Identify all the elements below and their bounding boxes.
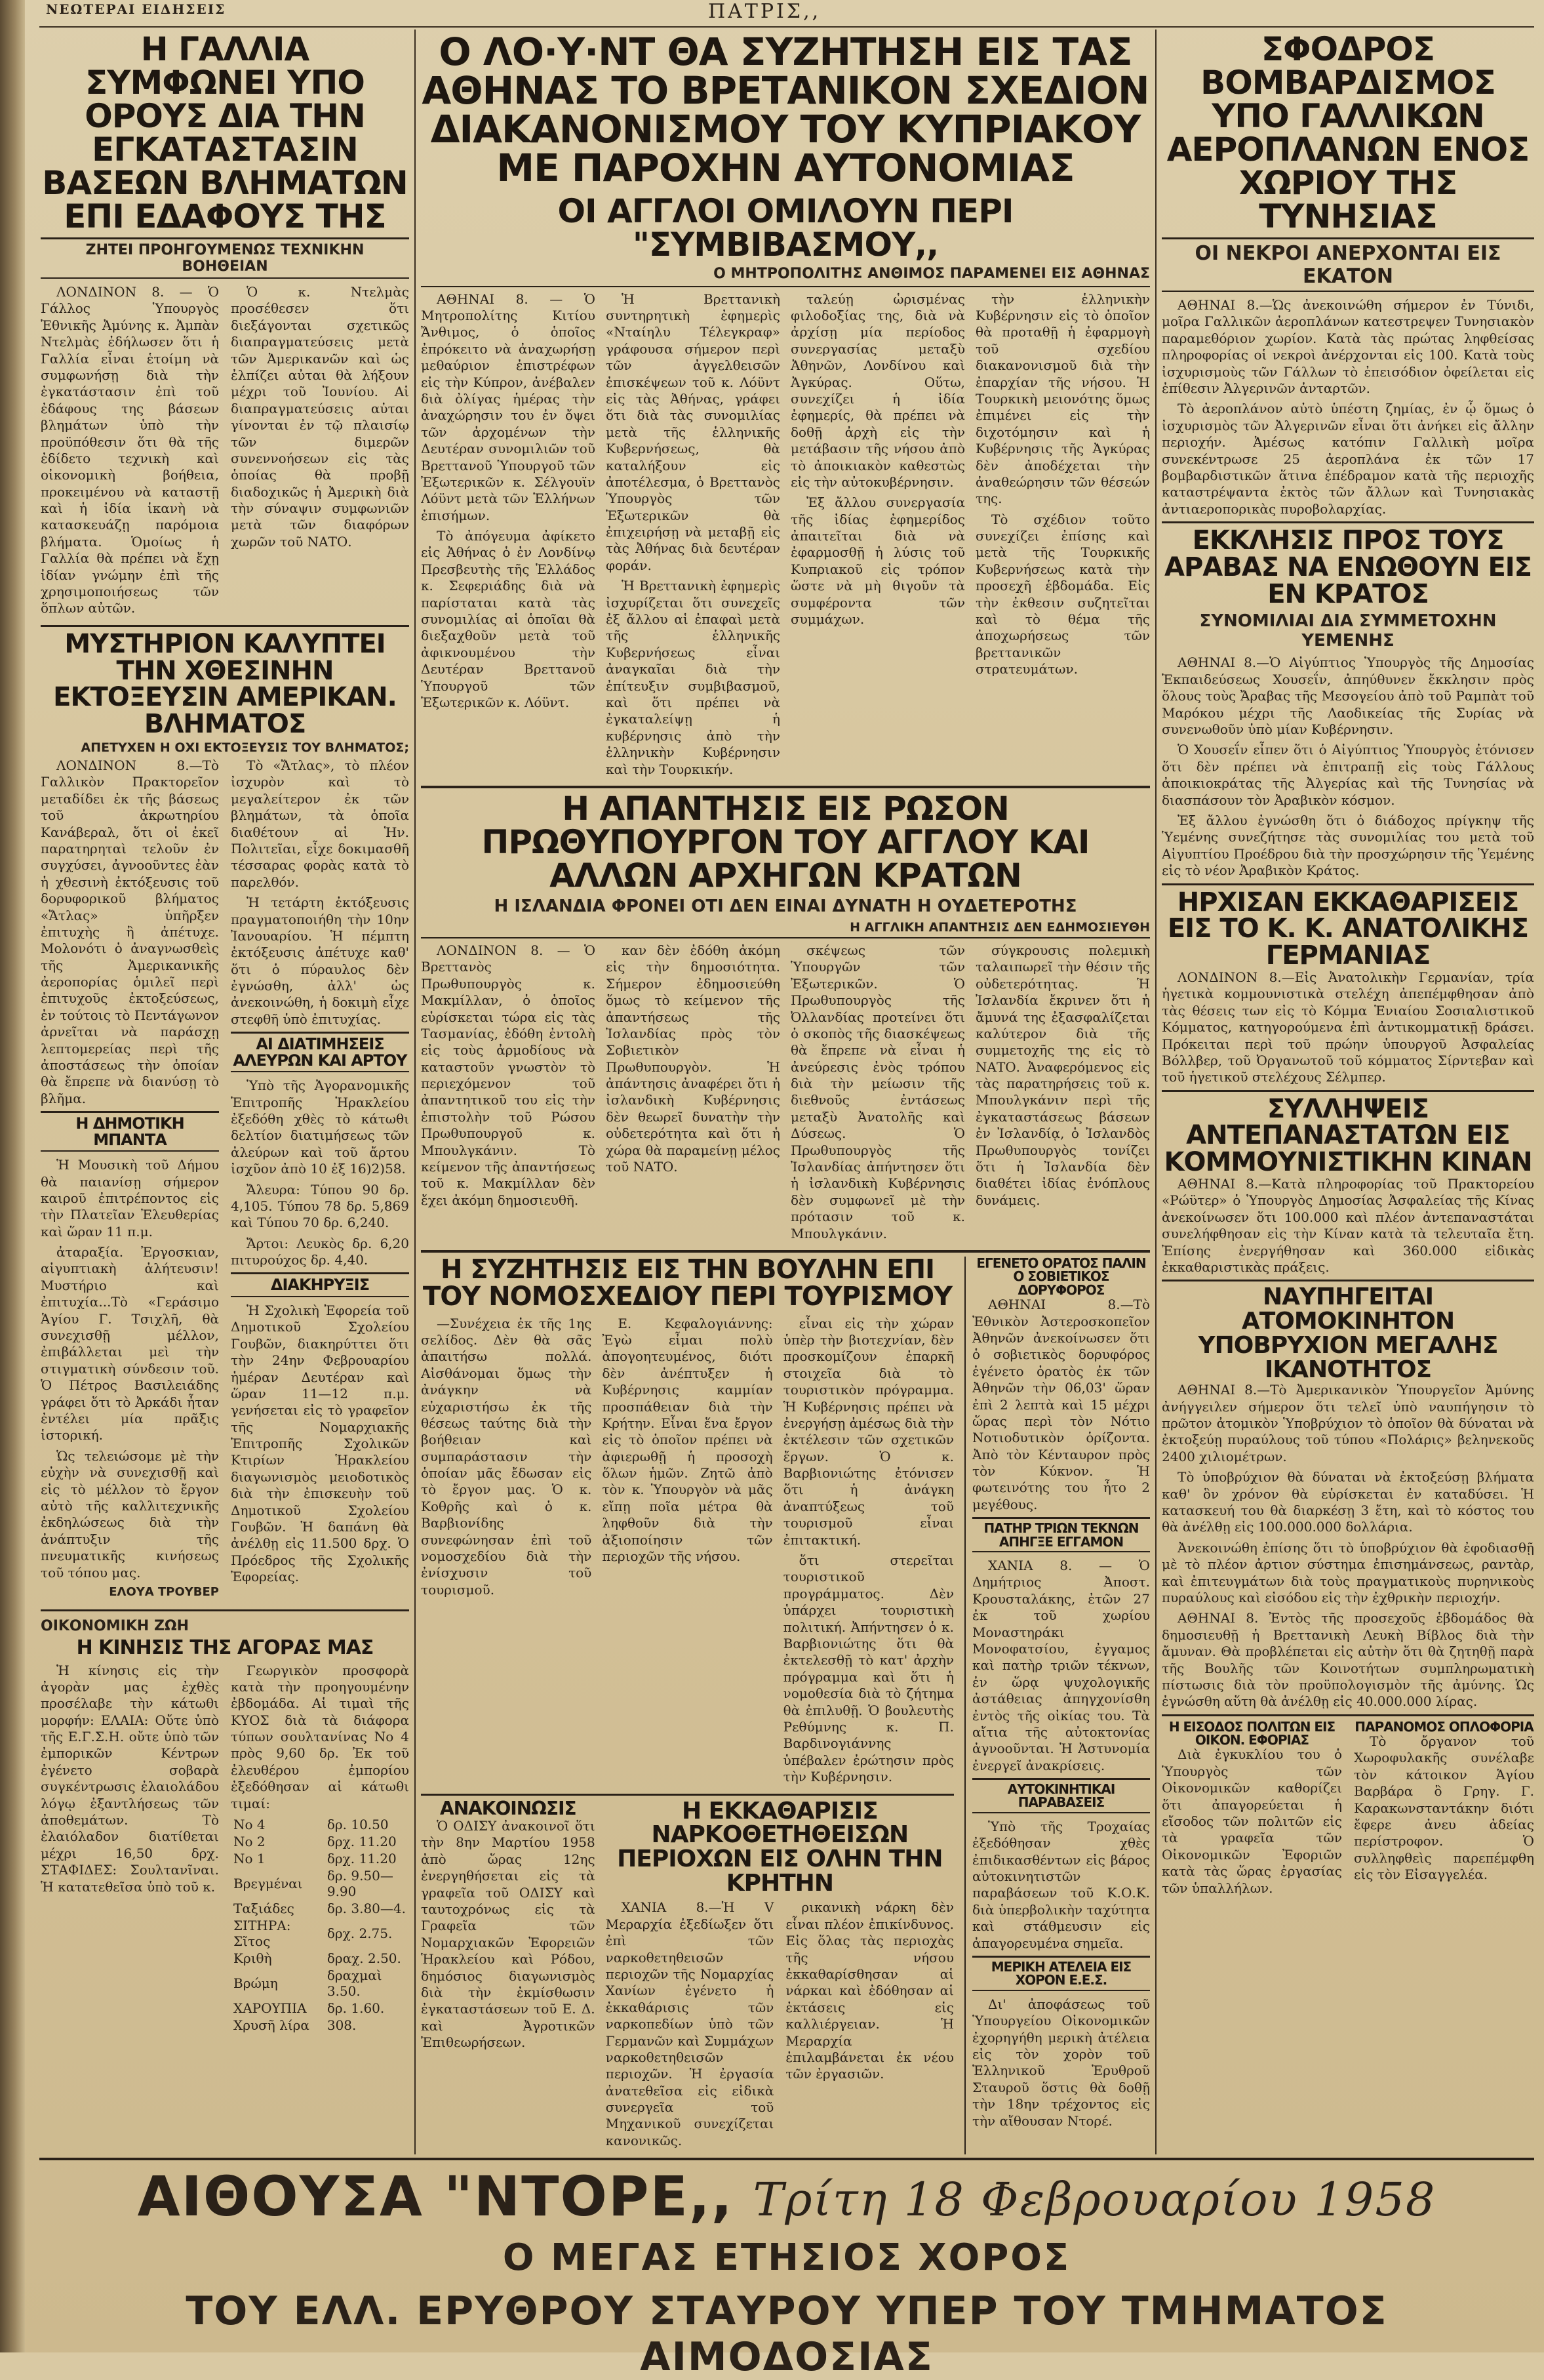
article-text: ρικανικὴ νάρκη δὲν εἶναι πλέον ἐπικίνδυνος. Εἰς ὅλας τὰς περιοχὰς τῆς νήσου ἐκκαθαρίσθησαν αἱ νάρκαι καὶ ἐδόθησαν αἱ ἐκτάσεις εἰς καλλιέργειαν. Ἡ Μεραρχία ἐπιλαμβάνεται ἐκ νέου τῶν ἐργασιῶν. [785,1899,955,2082]
article-text: Ἀνεκοινώθη ἐπίσης ὅτι τὸ ὑποβρύχιον θὰ ἐφοδιασθῇ μὲ τὸ πλέον ἀρτιον σύστημα ἐπισημάνσεως, ραντὰρ, καὶ ἐπιτευγμάτων διὰ τοὺς πραγματικοὺς πυρηνικοὺς πυραύλους καὶ εἰσόδου εἰς τὴν ἐχθρικὴν περιοχήν. [1162,1539,1534,1605]
article-text: Διὰ ἐγκυκλίου του ὁ Ὑπουργὸς τῶν Οἰκονομικῶν καθορίζει ὅτι ἀπαγορεύεται ἡ εἴσοδος τῶν πολιτῶν εἰς τὰ γραφεῖα τῶν Οἰκονομικῶν Ἐφοριῶν κατὰ τὰς ὥρας ἐργασίας τῶν ὑπαλλήλων. [1162,1746,1342,1896]
article-text: Ἡ Βρεττανικὴ ἐφημερὶς ἰσχυρίζεται ὅτι συνεχεῖς ἐξ ἄλλου αἱ ἐπαφαὶ μετὰ τῆς ἑλληνικῆς Κυβερνήσεως εἶναι ἀναγκαῖαι διὰ τὴν ἐπίτευξιν συμβιβασμοῦ, καὶ ὅτι πρέπει νὰ ἐγκαταλείψῃ ἡ κυβέρνησις ἀπὸ τὴν ἑλληνικὴν Κυβέρνησιν καὶ τὴν Τουρκικήν. [606,578,780,777]
headline-arab-union: ΕΚΚΛΗΣΙΣ ΠΡΟΣ ΤΟΥΣ ΑΡΑΒΑΣ ΝΑ ΕΝΩΘΟΥΝ ΕΙΣ ΕΝ ΚΡΑΤΟΣ [1164,525,1532,609]
article-text: Ἄλευρα: Τύπου 90 δρ. 4,105. Τύπου 78 δρ. 5,869 καὶ Τύπου 70 δρ. 6,240. [231,1181,409,1231]
subheadline: Η ΑΓΓΛΙΚΗ ΑΠΑΝΤΗΣΙΣ ΔΕΝ ΕΔΗΜΟΣΙΕΥΘΗ [850,919,1150,935]
headline-illegal-weapon: ΠΑΡΑΝΟΜΟΣ ΟΠΛΟΦΟΡΙΑ [1355,1718,1534,1735]
article-text: καν δὲν ἐδόθη ἀκόμη εἰς τὴν δημοσιότητα. Σήμερον ἐδημοσιεύθη ὅμως τὸ κείμενον τῆς ἀπαντήσεως τῆς Ἰσλανδίας πρὸς τὸν Σοβιετικὸν Πρωθυπουργὸν. Ἡ ἀπάντησις ἀναφέρει ὅτι ἡ ἰσλανδικὴ Κυβέρνησις δὲν θεωρεῖ δυνατὴν τὴν οὐδετερότητα καὶ ὅτι ἡ χώρα θὰ παραμείνῃ μέλος τοῦ ΝΑΤΟ. [606,942,780,1175]
price-row [231,1850,409,1867]
price-table [231,1816,409,2034]
price-row [231,1867,409,1900]
article-text: ΑΘΗΝΑΙ 8.—Ὁ Αἰγύπτιος Ὑπουργὸς τῆς Δημοσίας Ἐκπαιδεύσεως Χουσεΐν, ἀπηύθυνεν ἔκκλησιν πρὸς ὅλους τοὺς Ἄραβας τῆς Μεσογείου ἀπὸ τοῦ Ραμπὰτ τοῦ Μαρόκου μέχρι τῆς Λαοδικείας τῆς Συρίας νὰ συνενωθοῦν ὑπὸ μίαν Κυβέρνησιν. [1162,655,1534,738]
article-text: Ἐξ ἄλλου ἐγνώσθη ὅτι ὁ διάδοχος πρίγκηψ τῆς Ὑεμένης συνεζήτησε τὰς συνομιλίας του μετὰ τοῦ Αἰγυπτίου Προέδρου διὰ τὴν προσχώρησιν τῆς Ὑεμένης εἰς τὸ νέον Ἀραβικὸν Κράτος. [1162,812,1534,879]
headline-red-cross-tax: ΜΕΡΙΚΗ ΑΤΕΛΕΙΑ ΕΙΣ ΧΟΡΟΝ Ε.Ε.Σ. [972,1956,1150,1991]
masthead-title: ΠΑΤΡΙΣ,, [708,0,821,23]
headline-compromise: ΟΙ ΑΓΓΛΟΙ ΟΜΙΛΟΥΝ ΠΕΡΙ "ΣΥΜΒΙΒΑΣΜΟΥ,, [557,192,1014,264]
article-text: ταλεύῃ ὡρισμένας φιλοδοξίας της, διὰ νὰ ἀρχίσῃ μία περίοδος συνεργασίας μεταξὺ Ἀθηνῶν, Λονδίνου καὶ Ἀγκύρας. Οὕτω, συνεχίζει ἡ ἰδία ἐφημερίς, θὰ πρέπει νὰ δοθῇ ἀρχὴ εἰς τὴν μετάβασιν τῆς νήσου ἀπὸ τὸ ἀποικιακὸν καθεστὼς εἰς τὴν αὐτοκυβέρνησιν. [791,291,965,490]
headline-tax-office: Η ΕΙΣΟΔΟΣ ΠΟΛΙΤΩΝ ΕΙΣ ΟΙΚΟΝ. ΕΦΟΡΙΑΣ [1168,1718,1336,1748]
headline-announcement: ΑΝΑΚΟΙΝΩΣΙΣ [440,1797,576,1819]
price-cell: No 1 [233,1851,266,1867]
article-text: τὴν ἑλληνικὴν Κυβέρνησιν εἰς τὸ ὁποῖον θὰ προταθῇ ἡ ἐφαρμογὴ τοῦ σχεδίου διακανονισμοῦ διὰ τὴν ἐπαρχίαν τῆς νήσου. Ἡ Τουρκικὴ μειονότης ὅμως ἐπιμένει εἰς τὴν διχοτόμησιν καὶ ἡ Κυβέρνησις τῆς Ἀγκύρας δὲν ἀποδέχεται τὴν ἀναθεώρησιν τῶν θέσεών της. [976,291,1150,507]
price-cell: δρ. 3.80—4. [327,1901,406,1917]
price-cell: δραχμαὶ 3.50. [327,1967,382,2000]
ad-event: Ο ΜΕΓΑΣ ΕΤΗΣΙΟΣ ΧΟΡΟΣ [502,2236,1071,2279]
price-cell: δρ. 10.50 [327,1817,389,1833]
price-cell: δρχ. 2.75. [327,1926,393,1942]
article-text: Τὸ σχέδιον τοῦτο συνεχίζει ἐπίσης καὶ μετὰ τῆς Τουρκικῆς Κυβερνήσεως κατὰ τὴν προσεχῆ ἑβδομάδα. Εἰς τὴν ἐκθεσιν συζητεῖται καὶ τὸ θέμα τῆς ἀποχωρήσεως τῶν βρεττανικῶν στρατευμάτων. [976,511,1150,677]
article-text: Ὁ Χουσεΐν εἶπεν ὅτι ὁ Αἰγύπτιος Ὑπουργὸς ἐτόνισεν ὅτι δὲν πρέπει νὰ ἐπιτραπῇ εἰς τοὺς Γάλλους ἀποικιοκράτας τῆς Ἀλγερίας καὶ τῆς Τυνησίας νὰ διασπάσουν τὸν Ἀραβικὸν κόσμον. [1162,742,1534,808]
article-text: ἀταραξία. Ἐργοσκιαν, αἰγυπτιακὴ ἀλήτευσιν! Μυστήριο καὶ ἐπιτυχία...Τὸ «Γεράσιμο Ἁγίου Γ. Τσιχλῆ, θὰ συνεχισθῇ μέλλον, ἐπιβάλλεται μεὶ τὴν στιγματικὴ σύνδεσιν τοῦ. Ὁ Πέτρος Βασιλειάδης γράφει ὅτι τὸ Ἀρκάδι ἦταν ἐντέλει μία πρᾶξις ἱστορική. [41,1244,219,1443]
headline-traffic: ΑΥΤΟΚΙΝΗΤΙΚΑΙ ΠΑΡΑΒΑΣΕΙΣ [972,1778,1150,1813]
price-row [231,2017,409,2034]
price-row [231,1950,409,1967]
subheadline: Ο ΜΗΤΡΟΠΟΛΙΤΗΣ ΑΝΘΙΜΟΣ ΠΑΡΑΜΕΝΕΙ ΕΙΣ ΑΘΗΝΑΣ [713,265,1150,282]
column-rule [414,30,416,2154]
price-cell: δρ. 1.60. [327,2000,385,2017]
price-cell: No 2 [233,1834,266,1850]
article-text: ΑΘΗΝΑΙ 8.—Τὸ Ἀμερικανικὸν Ὑπουργεῖον Ἀμύνης ἀνήγγειλεν σήμερον ὅτι τελεῖ ὑπὸ ναυπήγησιν τὸ πρῶτον ἀτομικὸν Ὑποβρύχιον τὸ ὁποῖον θὰ δύναται νὰ ἐκτοξεύῃ πυραύλους τοῦ τύπου «Πολάρις» βεληνεκοῦς 2400 χιλιομέτρων. [1162,1382,1534,1464]
article-text: ΑΘΗΝΑΙ 8. Ἐντὸς τῆς προσεχοῦς ἑβδομάδος θὰ δημοσιευθῇ ἡ Βρεττανικὴ Λευκὴ Βίβλος διὰ τὴν ἄμυναν. Θὰ προβλέπεται εἰς αὐτὴν ὅτι θὰ ζητηθῇ παρὰ τῆς Βουλῆς τῶν Κοινοτήτων συμπληρωματικὴ πίστωσις διὰ τὸν προϋπολογισμὸν τῆς ἀμύνης. Ὡς ἐγνώσθη αὕτη θὰ ἀνέλθῃ εἰς 40.000.000 λίρας. [1162,1610,1534,1710]
price-row [231,2000,409,2017]
price-row [231,1967,409,2000]
section-title: ΟΙΚΟΝΟΜΙΚΗ ΖΩΗ [41,1617,189,1634]
ad-venue [39,2164,1534,2229]
article-text: ΑΘΗΝΑΙ 8. — Ὁ Μητροπολίτης Κιτίου Ἄνθιμος, ὁ ὁποῖος ἐπρόκειτο νὰ ἀναχωρήσῃ μεθαύριον ἐπιστρέφων εἰς τὴν Κύπρον, ἀνέβαλεν διὰ ὀλίγας ἡμέρας τὴν ἀναχώρησιν του ἐν ὄψει τῶν ἀρχομένων τὴν Δευτέραν συνομιλιῶν τοῦ Βρεττανοῦ Ὑπουργοῦ τῶν Ἐξωτερικῶν κ. Σέλγουϊν Λόϋντ μετὰ τῶν Ἑλλήνων ἐπισήμων. [421,291,595,523]
article-text: ΑΘΗΝΑΙ 8.—Κατὰ πληροφορίας τοῦ Πρακτορείου «Ρώϋτερ» ὁ Ὑπουργὸς Δημοσίας Ἀσφαλείας τῆς Κίνας ἀνεκοίνωσεν ὅτι 100.000 καὶ πλέον ἀντεπαναστάται συνελήφθησαν εἰς τὴν Κίναν κατὰ τὰ τελευταῖα ἔτη. Ἐπίσης ἐνεργήθησαν καὶ 360.000 εἰδικὰς ἐκκαθαριστικὰς πράξεις. [1162,1176,1534,1276]
article-text: Ἡ Μουσικὴ τοῦ Δήμου θὰ παιανίσῃ σήμερον καιροῦ ἐπιτρέποντος εἰς τὴν Πλατεῖαν Ἐλευθερίας καὶ ὥραν 11 π.μ. [41,1157,219,1240]
column-rule [1155,30,1157,2154]
article-text: εἶναι εἰς τὴν χώραν ὑπὲρ τὴν βιοτεχνίαν, δὲν προσκομίζουν ἐπαρκῆ στοιχεῖα διὰ τὸ τουριστικὸν πρόγραμμα. Ἡ Κυβέρνησις πρέπει νὰ ἐνεργήσῃ ἀμέσως διὰ τὴν ἐκτέλεσιν τῶν σχετικῶν ἔργων. Ὁ κ. Βαρβιονιώτης ἐτόνισεν ὅτι ἡ ἀνάγκη ἀναπτύξεως τοῦ τουρισμοῦ εἶναι ἐπιτακτική. [783,1315,954,1548]
article-text: —Συνέχεια ἐκ τῆς 1ης σελίδος. Δὲν θὰ σᾶς ἀπαιτήσω πολλά. Αἰσθάνομαι ὅμως τὴν ἀνάγκην νὰ εὐχαριστήσω ἐκ τῆς θέσεως ταύτης διὰ τὴν βοήθειαν καὶ συμπαράστασιν τὴν ὁποίαν μᾶς ἔδωσαν εἰς τὸ ἔργον μας. Ὁ κ. Κοθρῆς καὶ ὁ κ. Βαρβιονίδης συνεφώνησαν ἐπὶ τοῦ νομοσχεδίου διὰ τὴν ἐνίσχυσιν τοῦ τουρισμοῦ. [421,1315,592,1598]
subheadline: ΑΠΕΤΥΧΕΝ Η ΟΧΙ ΕΚΤΟΞΕΥΣΙΣ ΤΟΥ ΒΛΗΜΑΤΟΣ; [81,740,409,755]
ad-organizer: ΤΟΥ ΕΛΛ. ΕΡΥΘΡΟΥ ΣΤΑΥΡΟΥ ΥΠΕΡ ΤΟΥ ΤΜΗΜΑΤΟΣ ΑΙΜΟΔΟΣΙΑΣ [186,2288,1388,2380]
ball-advertisement [39,2158,1534,2380]
article-text: ΑΘΗΝΑΙ 8.—Ὡς ἀνεκοινώθη σήμερον ἐν Τύνιδι, μοῖρα Γαλλικῶν ἀεροπλάνων κατεστρεψεν Τυνησιακὸν παραμεθόριον χωρίον. Κατὰ τὰς πρώτας ληφθείσας πληροφορίας οἱ νεκροὶ ἀνέρχονται εἰς 100. Κατὰ τοὺς ἰσχυρισμοὺς τῶν Γάλλων τὸ ἐπεισόδιον ὀφείλεται εἰς ἐπίθεσιν Ἀλγερινῶν ἀνταρτῶν. [1162,297,1534,396]
article-text: ΛΟΝΔΙΝΟΝ 8.—Τὸ Γαλλικὸν Πρακτορεῖον μεταδίδει ἐκ τῆς βάσεως τοῦ ἀκρωτηρίου Κανάβεραλ, ὅτι οἱ ἐκεῖ παρατηρηταὶ τελοῦν ἐν συγχύσει, ἀγνοοῦντες ἐὰν ἡ χθεσινὴ ἐκτόξευσις τοῦ δορυφορικοῦ βλήματος «Ἄτλας» ὑπῆρξεν ἐπιτυχὴς ἢ ἀπέτυχε. Μολονότι ὁ ἀναγνωσθεὶς τῆς Ἀμερικανικῆς ἀεροπορίας ὁμιλεῖ περὶ ἐπιτυχοῦς ἐκτοξεύσεως, ἐν τούτοις τὸ Πεντάγωνον ἀρνεῖται νὰ παράσχῃ λεπτομερείας περὶ τῆς ἀποστάσεως τὴν ὁποίαν θὰ ἔπρεπε νὰ διανύσῃ τὸ βλῆμα. [41,757,219,1106]
ad-date: Τρίτη 18 Φεβρουαρίου 1958 [753,2173,1436,2227]
headline-france-bases: Η ΓΑΛΛΙΑ ΣΥΜΦΩΝΕΙ ΥΠΟ ΟΡΟΥΣ ΔΙΑ ΤΗΝ ΕΓΚΑΤΑΣΤΑΣΙΝ ΒΑΣΕΩΝ ΒΛΗΜΑΤΩΝ ΕΠΙ ΕΔΑΦΟΥΣ ΤΗΣ [42,33,408,235]
article-text: Τὸ ἀεροπλάνον αὐτὸ ὑπέστη ζημίας, ἐν ᾧ ὅμως ὁ ἰσχυρισμὸς τῶν Ἀλγερινῶν εἶναι ὅτι ἀνήκει εἰς ἄλλην περιοχήν. Ἀμέσως κατόπιν Γαλλικὴ μοῖρα συνεκέντρωσε 25 ἀεροπλάνα ἐκ τῶν 17 βομβαρδιστικῶν ἅτινα ἐπέδραμον κατὰ τῆς περιοχῆς καταστρέψαντα ἐκτὸς τῶν ἄλλων καὶ Τυνησιακὰς ἀντιαεροπορικὰς πυροβολαρχίας. [1162,401,1534,517]
price-row [231,1816,409,1833]
price-row [231,1917,409,1950]
article-text: ΛΟΝΔΙΝΟΝ 8. — Ὁ Βρεττανὸς Πρωθυπουργὸς κ. Μακμίλλαν, ὁ ὁποῖος εὑρίσκεται τώρα εἰς τὰς Τασμανίας, ἐδόθη ἐντολὴ εἰς τοὺς ἀρμοδίους νὰ καταστοῦν γνωστὸν τὸ περιεχόμενον τοῦ ἀπαντητικοῦ του εἰς τὴν ἐπιστολὴν τοῦ Ρώσου Πρωθυπουργοῦ κ. Μπουλγκάνιν. Τὸ κείμενον τῆς ἀπαντήσεως τοῦ κ. Μακμίλλαν δὲν ἔχει ἀκόμη δημοσιευθῆ. [421,942,595,1208]
headline-east-germany-purge: ΗΡΧΙΣΑΝ ΕΚΚΑΘΑΡΙΣΕΙΣ ΕΙΣ ΤΟ Κ. Κ. ΑΝΑΤΟΛΙΚΗΣ ΓΕΡΜΑΝΙΑΣ [1167,887,1529,971]
price-cell: δρχ. 11.20 [327,1851,397,1867]
article-text: Ὑπὸ τῆς Ἀγορανομικῆς Ἐπιτροπῆς Ἡρακλείου ἐξεδόθη χθὲς τὸ κάτωθι δελτίον διατιμήσεως τῶν ἀλεύρων καὶ τοῦ ἄρτου ἰσχῦον ἀπὸ 10 ἐξ 16)2)58. [231,1078,409,1177]
article-text: ΧΑΝΙΑ 8. — Ὁ Δημήτριος Ἀποστ. Κρουσταλάκης, ἐτῶν 27 ἐκ τοῦ χωρίου Μοναστηράκι Μονοφατσίου, ἐγγαμος καὶ πατὴρ τριῶν τέκνων, ἐν ὥρᾳ ψυχολογικῆς ἀστάθειας ἀπηγχονίσθη ἐντὸς τῆς οἰκίας του. Τὰ αἴτια τῆς αὐτοκτονίας ἀγνοοῦνται. Ἡ Ἀστυνομία ἐνεργεῖ ἀνακρίσεις. [972,1558,1150,1773]
headline-missile-mystery: ΜΥΣΤΗΡΙΟΝ ΚΑΛΥΠΤΕΙ ΤΗΝ ΧΘΕΣΙΝΗΝ ΕΚΤΟΞΕΥΣΙΝ ΑΜΕΡΙΚΑΝ. ΒΛΗΜΑΤΟΣ [41,625,409,738]
ad-venue-name: ΑΙΘΟΥΣΑ "ΝΤΟΡΕ,, [137,2164,734,2229]
article-text: Ἄρτοι: Λευκὸς δρ. 6,20 πιτυρούχος δρ. 4,40. [231,1235,409,1268]
article-text: ΑΘΗΝΑΙ 8.—Τὸ Ἐθνικὸν Ἀστεροσκοπεῖον Ἀθηνῶν ἀνεκοίνωσεν ὅτι ὁ σοβιετικὸς δορυφόρος ἐγένετο ὁρατὸς ἐκ τῶν Ἀθηνῶν τὴν 06,03' ὥραν ἐπὶ 2 λεπτὰ καὶ 15 μέχρι ὥρας περὶ τὸν Νότιο Νοτιοδυτικὸν ὁρίζοντα. Ἀπὸ τὸν Κένταυρον πρὸς τὸν Κύκνον. Ἡ φωτεινότης του ἦτο 2 μεγέθους. [972,1297,1150,1512]
article-text: ΛΟΝΔΙΝΟΝ 8.—Εἰς Ἀνατολικὴν Γερμανίαν, τρία ἡγετικὰ κομμουνιστικὰ στελέχη ἀπεπέμφθησαν ἀπὸ τὰς θέσεις των εἰς τὸ Κόμμα Ἑνιαίου Σοσιαλιστικοῦ Κόμματος, κατηγορούμενα ἐπὶ ἀντικομματικῇ δράσει. Πρόκειται περὶ τοῦ πρώην ὑπουργοῦ Ἀσφαλείας Βόλλβερ, τοῦ Ὀργανωτοῦ τοῦ κόμματος Σίρντεβαν καὶ τοῦ ἡγετικοῦ στελέχους Σέλμπερ. [1162,969,1534,1085]
article-text: Δι' ἀποφάσεως τοῦ Ὑπουργείου Οἰκονομικῶν ἐχορηγήθη μερικὴ ἀτέλεια εἰς τὸν χορὸν τοῦ Ἑλληνικοῦ Ἐρυθροῦ Σταυροῦ ὅστις θὰ δοθῇ τὴν 18ην τρέχοντος εἰς τὴν αἴθουσαν Ντορέ. [972,1996,1150,2129]
price-cell: Ταξιάδες [233,1901,294,1917]
subheadline: ΣΥΝΟΜΙΛΙΑΙ ΔΙΑ ΣΥΜΜΕΤΟΧΗΝ ΥΕΜΕΝΗΣ [1199,611,1497,651]
headline-municipal-band: Η ΔΗΜΟΤΙΚΗ ΜΠΑΝΤΑ [41,1111,219,1152]
article-text: Τὸ ἀπόγευμα ἀφίκετο εἰς Ἀθήνας ὁ ἐν Λονδίνῳ Πρεσβευτὴς τῆς Ἑλλάδος κ. Σεφεριάδης διὰ νὰ παρίσταται κατὰ τὰς συνομιλίας αἱ ὁποῖαι θὰ διεξαχθοῦν μετὰ τοῦ ἀφικνουμένου τὴν Δευτέραν Βρεττανοῦ Ὑπουργοῦ τῶν Ἐξωτερικῶν κ. Λόϋντ. [421,528,595,710]
article-text: Ἡ Σχολικὴ Ἐφορεία τοῦ Δημοτικοῦ Σχολείου Γουβῶν, διακηρύττει ὅτι τὴν 24ην Φεβρουαρίου ἡμέραν Δευτέραν καὶ ὥραν 11—12 π.μ. γενήσεται εἰς τὸ γραφεῖον τῆς Νομαρχιακῆς Ἐπιτροπῆς Σχολικῶν Κτιρίων Ἡρακλείου διαγωνισμὸς μειοδοτικὸς διὰ τὴν ἐπισκευὴν τοῦ Δημοτικοῦ Σχολείου Γουβῶν. Ἡ δαπάνη θὰ ἀνέλθῃ εἰς 11.500 δρχ. Ὁ Πρόεδρος τῆς Σχολικῆς Ἐφορείας. [231,1302,409,1585]
subheadline: ΖΗΤΕΙ ΠΡΟΗΓΟΥΜΕΝΩΣ ΤΕΧΝΙΚΗΝ ΒΟΗΘΕΙΑΝ [41,237,409,279]
price-cell: δρ. 9.50—9.90 [327,1868,393,1900]
left-column [41,33,409,2154]
headline-suicide: ΠΑΤΗΡ ΤΡΙΩΝ ΤΕΚΝΩΝ ΑΠΗΓΞΕ ΕΓΓΑΜΟΝ [972,1517,1150,1552]
headline-flour-prices: ΑΙ ΔΙΑΤΙΜΗΣΕΙΣ ΑΛΕΥΡΩΝ ΚΑΙ ΑΡΤΟΥ [231,1032,409,1072]
article-text: Ἡ Βρεττανικὴ συντηρητικὴ ἐφημερὶς «Νταίηλυ Τέλεγκραφ» γράφουσα σήμερον περὶ τῶν ἀγγελθεισῶν ἐπισκέψεων τοῦ κ. Λόϋντ εἰς τὰς Ἀθήνας, γράφει ὅτι διὰ τὰς συνομιλίας μετὰ τῆς ἑλληνικῆς Κυβερνήσεως, θὰ καταλήξουν εἰς ἀποτέλεσμα, ὁ Βρεττανὸς Ὑπουργὸς τῶν Ἐξωτερικῶν θὰ ἐπιχειρήσῃ νὰ μεταβῇ εἰς τὰς Ἀθήνας διὰ δευτέραν φοράν. [606,291,780,573]
price-cell: ΧΑΡΟΥΠΙΑ [233,2000,307,2017]
headline-nuclear-submarine: ΝΑΥΠΗΓΕΙΤΑΙ ΑΤΟΜΟΚΙΝΗΤΟΝ ΥΠΟΒΡΥΧΙΟΝ ΜΕΓΑΛΗΣ ΙΚΑΝΟΤΗΤΟΣ [1198,1283,1498,1383]
headline-cyprus-plan: Ο ΛΟ·Υ·ΝΤ ΘΑ ΣΥΖΗΤΗΣΗ ΕΙΣ ΤΑΣ ΑΘΗΝΑΣ ΤΟ ΒΡΕΤΑΝΙΚΟΝ ΣΧΕΔΙΟΝ ΔΙΑΚΑΝΟΝΙΣΜΟΥ ΤΟΥ ΚΥΠΡΙΑΚΟΥ ΜΕ ΠΑΡΟΧΗΝ ΑΥΤΟΝΟΜΙΑΣ [422,33,1149,191]
headline-tourism-bill: Η ΣΥΖΗΤΗΣΙΣ ΕΙΣ ΤΗΝ ΒΟΥΛΗΝ ΕΠΙ ΤΟΥ ΝΟΜΟΣΧΕΔΙΟΥ ΠΕΡΙ ΤΟΥΡΙΣΜΟΥ [422,1254,953,1312]
price-cell: Βρεγμέναι [233,1876,303,1892]
article-text: Τὸ ὄργανον τοῦ Χωροφυλακῆς συνέλαβε τὸν κάτοικον Ἁγίου Βαρβάρα ὃ Γρηγ. Γ. Καρακωνσταντάκην διότι ἔφερε ἀνευ ἀδείας περίστροφον. Ὁ συλληφθεὶς παρεπέμφθη εἰς τὸν Εἰσαγγελέα. [1354,1733,1534,1883]
masthead [39,0,1534,28]
article-text: Τὸ ὑποβρύχιον θὰ δύναται νὰ ἐκτοξεύσῃ βλήματα καθ' ὃν χρόνον θὰ εὑρίσκεται ἐν καταδύσει. Ἡ κατασκευή του θὰ διαρκέσῃ 3 ἔτη, καὶ τὸ κόστος του θὰ ἀνέλθῃ εἰς 100.000.000 δολλάρια. [1162,1469,1534,1535]
right-column [1162,33,1534,2154]
article-text: Ε. Κεφαλογιάννης: Ἐγὼ εἶμαι πολὺ ἀπογοητευμένος, διότι δὲν ἀνέπτυξεν ἡ Κυβέρνησις καμμίαν προσπάθειαν διὰ τὴν Κρήτην. Εἶναι ἕνα ἔργον εἰς τὸ ὁποῖον πρέπει νὰ ἀφιερωθῇ ἡ προσοχὴ ὅλων ἡμῶν. Ζητῶ ἀπὸ τὸν κ. Ὑπουργὸν νὰ μᾶς εἴπῃ ποῖα μέτρα θὰ ληφθοῦν διὰ τὴν ἀξιοποίησιν τῶν περιοχῶν τῆς νήσου. [602,1315,773,1565]
headline-russian-reply: Η ΑΠΑΝΤΗΣΙΣ ΕΙΣ ΡΩΣΟΝ ΠΡΩΘΥΠΟΥΡΓΟΝ ΤΟΥ ΑΓΓΛΟΥ ΚΑΙ ΑΛΛΩΝ ΑΡΧΗΓΩΝ ΚΡΑΤΩΝ [481,789,1090,895]
masthead-section: ΝΕΩΤΕΡΑΙ ΕΙΔΗΣΕΙΣ [46,1,226,17]
subheadline: ΟΙ ΝΕΚΡΟΙ ΑΝΕΡΧΟΝΤΑΙ ΕΙΣ ΕΚΑΤΟΝ [1162,237,1534,292]
article-text: Ὁ ΟΔΙΣΥ ἀνακοινοῖ ὅτι τὴν 8ην Μαρτίου 1958 ἀπὸ ὥρας 12ης ἐνεργηθήσεται εἰς τὰ γραφεῖα τοῦ ΟΔΙΣΥ καὶ ταυτοχρόνως εἰς τὰ Γραφεῖα τῶν Νομαρχιακῶν Ἐφορειῶν Ἡρακλείου καὶ Ρόδου, δημόσιος διαγωνισμὸς διὰ τὴν ἐκμίσθωσιν ἐγκαταστάσεων τοῦ Ε. Δ. καὶ Ἀγροτικῶν Ἐπιθεωρήσεων. [421,1818,595,2051]
binding-spine [0,0,25,2352]
article-text: Γεωργικὸν προσφορὰ κατὰ τὴν προηγουμένην ἐβδομάδα. Αἱ τιμαὶ τῆς ΚΥΟΣ διὰ τὰ διάφορα τύπων σουλτανίνας No 4 πρὸς 9,60 δρ. Ἐκ τοῦ ἐλευθέρου ἐμπορίου ἐξεδόθησαν αἱ κάτωθι τιμαί: [231,1662,409,1811]
price-cell: No 4 [233,1817,266,1833]
headline-satellite: ΕΓΕΝΕΤΟ ΟΡΑΤΟΣ ΠΑΛΙΝ Ο ΣΟΒΙΕΤΙΚΟΣ ΔΟΡΥΦΟΡΟΣ [976,1255,1146,1298]
article-text: Ὡς τελειώσομε μὲ τὴν εὐχὴν νὰ συνεχισθῇ καὶ εἰς τὸ μέλλον τὸ ἔργον αὐτὸ τῆς καλλιτεχνικῆς ἐκδηλώσεως διὰ τὴν ἀνάπτυξιν τῆς πνευματικῆς κινήσεως τοῦ τόπου μας. [41,1447,219,1581]
price-cell: 308. [327,2017,357,2034]
article-text: ΧΑΝΙΑ 8.—Ἡ V Μεραρχία ἐξεδίωξεν ὅτι ἐπὶ τῶν ναρκοθετηθεισῶν περιοχῶν τῆς Νομαρχίας Χανίων ἐγένετο ἡ ἐκκαθάρισις τῶν ναρκοπεδίων ὑπὸ τῶν Γερμανῶν καὶ Συμμάχων ναρκοθετηθεισῶν περιοχῶν. Ἡ ἐργασία ἀνατεθεῖσα εἰς εἰδικὰ συνεργεῖα τοῦ Μηχανικοῦ συνεχίζεται κανονικῶς. [605,1899,774,2148]
article-text: Ὑπὸ τῆς Τροχαίας ἐξεδόθησαν χθὲς ἐπιδικασθέντων εἰς βάρος αὐτοκινητιστῶν παραβάσεων τοῦ Κ.Ο.Κ. διὰ ὑπερβολικὴν ταχύτητα καὶ στάθμευσιν εἰς ἀπαγορευμένα σημεῖα. [972,1818,1150,1951]
price-cell: δρχ. 11.20 [327,1834,397,1850]
headline-mine-clearing: Η ΕΚΚΑΘΑΡΙΣΙΣ ΝΑΡΚΟΘΕΤΗΘΕΙΣΩΝ ΠΕΡΙΟΧΩΝ ΕΙΣ ΟΛΗΝ ΤΗΝ ΚΡΗΤΗΝ [617,1797,943,1897]
headline-tunisia-bombing: ΣΦΟΔΡΟΣ ΒΟΜΒΑΡΔΙΣΜΟΣ ΥΠΟ ΓΑΛΛΙΚΩΝ ΑΕΡΟΠΛΑΝΩΝ ΕΝΟΣ ΧΩΡΙΟΥ ΤΗΣ ΤΥΝΗΣΙΑΣ [1166,33,1530,235]
article-text: Τὸ «Ἄτλας», τὸ πλέον ἰσχυρὸν καὶ τὸ μεγαλείτερον ἐκ τῶν βλημάτων, τὰ ὁποῖα διαθέτουν αἱ Ἡν. Πολιτεῖαι, εἶχε δοκιμασθῆ τέσσαρας φορὰς κατὰ τὸ παρελθόν. [231,757,409,890]
author-signature: ΕΛΟΥΑ ΤΡΟΥΒΕΡ [109,1584,219,1599]
article-text: ὅτι στερεῖται τουριστικοῦ προγράμματος. Δὲν ὑπάρχει τουριστικὴ πολιτική. Ἀπήντησεν ὁ κ. Βαρβιονιώτης ὅτι θὰ ἐκτελεσθῇ τὸ κατ' ἀρχὴν πρόγραμμα καὶ ὅτι ἡ νομοθεσία διὰ τὸ ζήτημα θὰ ἐπιλυθῇ. Ὁ βουλευτὴς Ρεθύμνης κ. Π. Βαρδινογιάννης ὑπέβαλεν ἐρώτησιν πρὸς τὴν Κυβέρνησιν. [783,1552,954,1785]
headline-china-arrests: ΣΥΛΛΗΨΕΙΣ ΑΝΤΕΠΑΝΑΣΤΑΤΩΝ ΕΙΣ ΚΟΜΜΟΥΝΙΣΤΙΚΗΝ ΚΙΝΑΝ [1164,1093,1532,1178]
article-text: σκέψεως τῶν Ὑπουργῶν τῶν Ἐξωτερικῶν. Ὁ Πρωθυπουργὸς τῆς Ὀλλανδίας προτείνει ὅτι ὁ σκοπὸς τῆς διασκέψεως θὰ ἔπρεπε νὰ εἶναι ἡ ἀνεύρεσις ἐνὸς τρόπου διὰ τὴν μείωσιν τῆς διεθνοῦς ἐντάσεως μεταξὺ Ἀνατολῆς καὶ Δύσεως. Ὁ Πρωθυπουργὸς τῆς Ἰσλανδίας ἀπήντησεν ὅτι ἡ ἰσλανδικὴ Κυβέρνησις δὲν συμφωνεῖ μὲ τὴν πρότασιν τοῦ κ. Μπουλγκάνιν. [791,942,965,1241]
price-row [231,1833,409,1850]
price-cell: δραχ. 2.50. [327,1950,401,1967]
article-text: σύγκρουσις πολεμικὴ ταλαιπωρεῖ τὴν θέσιν τῆς οὐδετερότητας. Ἡ Ἰσλανδία ἔκρινεν ὅτι ἡ ἄμυνά της ἐξασφαλίζεται καλύτερον διὰ τῆς συμμετοχῆς της εἰς τὸ ΝΑΤΟ. Ἀναφερόμενος εἰς τὰς παρατηρήσεις τοῦ κ. Μπουλγκάνιν περὶ τῆς ἐγκαταστάσεως βάσεων ἐν Ἰσλανδίᾳ, ὁ Ἰσλανδὸς Πρωθυπουργὸς τονίζει ὅτι ἡ Ἰσλανδία δὲν διαθέτει ἰδίας ἐνόπλους δυνάμεις. [976,942,1150,1208]
headline-market: Η ΚΙΝΗΣΙΣ ΤΗΣ ΑΓΟΡΑΣ ΜΑΣ [76,1636,374,1659]
price-cell: ΣΙΤΗΡΑ: Σῖτος [233,1918,291,1950]
article-text: ΛΟΝΔΙΝΟΝ 8. — Ὁ Γάλλος Ὑπουργὸς Ἐθνικῆς Ἀμύνης κ. Ἀμπὰν Ντελμὰς ἐδήλωσεν ὅτι ἡ Γαλλία εἶναι ἑτοίμη νὰ συμφωνήσῃ διὰ τὴν ἐγκατάστασιν ἐπὶ τοῦ ἐδάφους της βάσεων βλημάτων ὑπὸ τὴν προϋπόθεσιν ὅτι θὰ τῆς ἐδίδετο τεχνικὴ καὶ οἰκονομικὴ βοήθεια, προκειμένου νὰ καταστῇ καὶ ἡ ἰδία ἱκανὴ νὰ κατασκευάζῃ παρόμοια βλήματα. Ὁμοίως ἡ Γαλλία θὰ πρέπει νὰ ἔχῃ ἰδίαν γνώμην ἐπὶ τῆς χρησιμοποιήσεως τῶν ὅπλων αὐτῶν. [41,284,219,616]
headline-announcement: ΔΙΑΚΗΡΥΞΙΣ [231,1272,409,1297]
price-cell: Χρυσῆ λίρα [233,2017,309,2034]
article-text: Ἡ τετάρτη ἐκτόξευσις πραγματοποιήθη τὴν 10ην Ἰανουαρίου. Ἡ πέμπτη ἐκτόξευσις ἀπέτυχε καθ' ὅτι ὁ πύραυλος δὲν ἐγνώσθη, ἀλλ' ὡς ἀνεκοινώθη, ἡ δοκιμὴ εἶχε στεφθῆ ὑπὸ ἐπιτυχίας. [231,895,409,1027]
article-text: Ἡ κίνησις εἰς τὴν ἀγορὰν μας ἐχθὲς προσέλαβε τὴν κάτωθι μορφήν: ΕΛΑΙΑ: Οὔτε ὑπὸ τῆς Ε.Γ.Σ.Η. οὔτε ὑπὸ τῶν ἐμπορικῶν Κέντρων ἐγένετο σοβαρὰ συγκέντρωσις ἐλαιολάδου λόγῳ ἐξαντλήσεως τῶν ἀποθεμάτων. Τὸ ἐλαιόλαδον διατίθεται μέχρι 16,50 δρχ. ΣΤΑΦΙΔΕΣ: Σουλτανῖναι. Ἡ κατατεθεῖσα ὑπὸ τοῦ κ. [41,1662,219,1895]
article-text: Ἐξ ἄλλου συνεργασία τῆς ἰδίας ἐφημερίδος ἀπαιτεῖται διὰ νὰ ἐφαρμοσθῇ ἡ λύσις τοῦ Κυπριακοῦ εἰς τρόπον ὥστε νὰ μὴ θιγοῦν τὰ συμφέροντα τῶν συμμάχων. [791,494,965,628]
price-cell: Βρώμη [233,1975,278,1992]
article-text: Ὁ κ. Ντελμὰς προσέθεσεν ὅτι διεξάγονται σχετικῶς διαπραγματεύσεις μετὰ τῶν Ἀμερικανῶν καὶ ὡς ἐλπίζει αὐται θὰ λήξουν μέχρι τοῦ Ἰουνίου. Αἱ διαπραγματεύσεις αὐται γίνονται ἐν τῷ πλαισίῳ τῶν διμερῶν συνεννοήσεων εἰς τὰς ὁποίας θὰ προβῇ διαδοχικῶς ἡ Ἀμερικὴ διὰ τὴν σύναψιν συμφωνιῶν μετὰ τῶν διαφόρων χωρῶν τοῦ ΝΑΤΟ. [231,284,409,550]
subheadline: Η ΙΣΛΑΝΔΙΑ ΦΡΟΝΕΙ ΟΤΙ ΔΕΝ ΕΙΝΑΙ ΔΥΝΑΤΗ Η ΟΥΔΕΤΕΡΟΤΗΣ [494,896,1077,916]
price-row [231,1900,409,1917]
price-cell: Κριθὴ [233,1950,272,1967]
center-column [421,33,1150,2154]
